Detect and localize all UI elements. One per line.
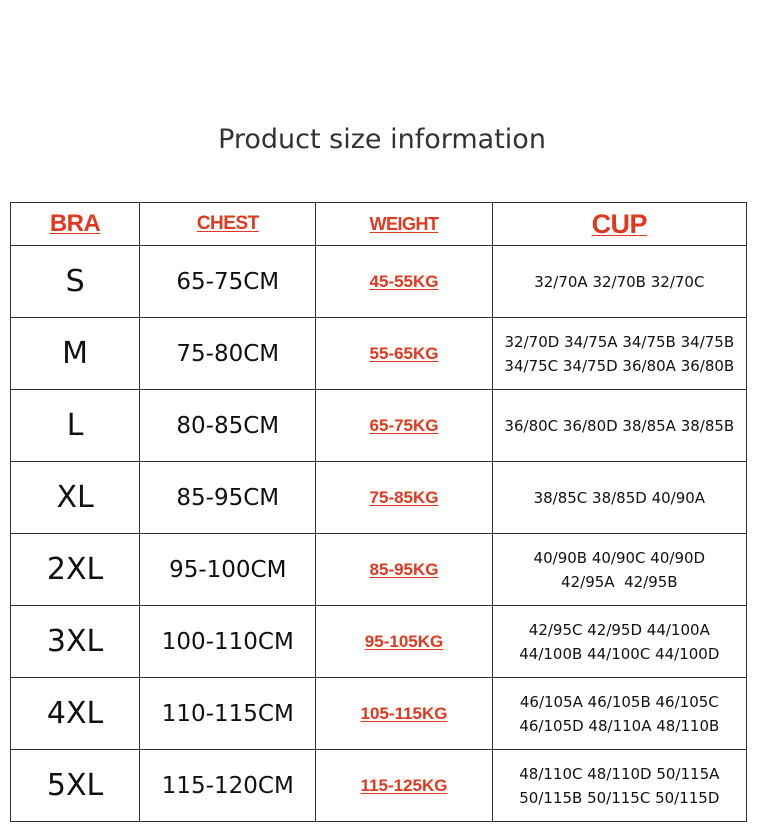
table-row [11,318,747,390]
table-header-row [11,203,747,246]
header-cup [492,203,746,246]
cup-cell [492,462,746,534]
weight-cell: 55-65KG [369,343,439,363]
cup-cell [492,390,746,462]
header-weight [316,203,492,246]
chest-cell: 95-100CM [140,534,316,606]
size-cell: 2XL [11,534,140,606]
weight-cell: 85-95KG [369,559,439,579]
header-bra-label: BRA [49,210,101,237]
weight-cell-wrap [316,462,492,534]
size-cell: XL [11,462,140,534]
cup-line: 50/115B 50/115C 50/115D [519,788,720,807]
size-cell: 5XL [11,750,140,822]
chest-cell: 75-80CM [140,318,316,390]
size-table [10,202,747,822]
cup-line: 44/100B 44/100C 44/100D [519,644,720,663]
size-cell: L [11,390,140,462]
weight-cell: 115-125KG [360,775,448,795]
cup-cell [492,318,746,390]
chest-cell: 80-85CM [140,390,316,462]
chest-cell: 65-75CM [140,246,316,318]
size-cell: 3XL [11,606,140,678]
weight-cell-wrap [316,246,492,318]
cup-line: 42/95C 42/95D 44/100A [528,620,710,639]
size-cell: S [11,246,140,318]
cup-line: 32/70D 34/75A 34/75B 34/75B [504,332,735,351]
weight-cell-wrap [316,534,492,606]
table-row [11,534,747,606]
cup-cell [492,750,746,822]
header-bra [11,203,140,246]
header-cup-label: CUP [591,208,648,239]
cup-line: 36/80C 36/80D 38/85A 38/85B [504,416,735,435]
size-cell: M [11,318,140,390]
weight-cell-wrap [316,750,492,822]
weight-cell: 105-115KG [360,703,448,723]
weight-cell: 75-85KG [369,487,439,507]
cup-line: 46/105D 48/110A 48/110B [519,716,720,735]
table-row [11,462,747,534]
weight-cell: 45-55KG [369,271,439,291]
cup-cell [492,534,746,606]
weight-cell-wrap [316,390,492,462]
header-chest [140,203,316,246]
chest-cell: 110-115CM [140,678,316,750]
weight-cell: 65-75KG [369,415,439,435]
page-title: Product size information [218,124,546,155]
chest-cell: 85-95CM [140,462,316,534]
header-weight-label: WEIGHT [369,213,439,234]
table-row [11,390,747,462]
table-row [11,678,747,750]
cup-line: 42/95A 42/95B [561,572,678,591]
cup-line: 32/70A 32/70B 32/70C [534,272,705,291]
weight-cell-wrap [316,606,492,678]
cup-line: 34/75C 34/75D 36/80A 36/80B [504,356,735,375]
chest-cell: 100-110CM [140,606,316,678]
cup-cell [492,246,746,318]
cup-cell [492,678,746,750]
table-row [11,606,747,678]
cup-line: 40/90B 40/90C 40/90D [533,548,706,567]
weight-cell: 95-105KG [364,631,444,651]
table-row [11,246,747,318]
weight-cell-wrap [316,678,492,750]
weight-cell-wrap [316,318,492,390]
cup-cell [492,606,746,678]
cup-line: 46/105A 46/105B 46/105C [519,692,719,711]
chest-cell: 115-120CM [140,750,316,822]
header-chest-label: CHEST [196,213,259,234]
size-cell: 4XL [11,678,140,750]
cup-line: 38/85C 38/85D 40/90A [533,488,706,507]
cup-line: 48/110C 48/110D 50/115A [519,764,720,783]
table-row [11,750,747,822]
